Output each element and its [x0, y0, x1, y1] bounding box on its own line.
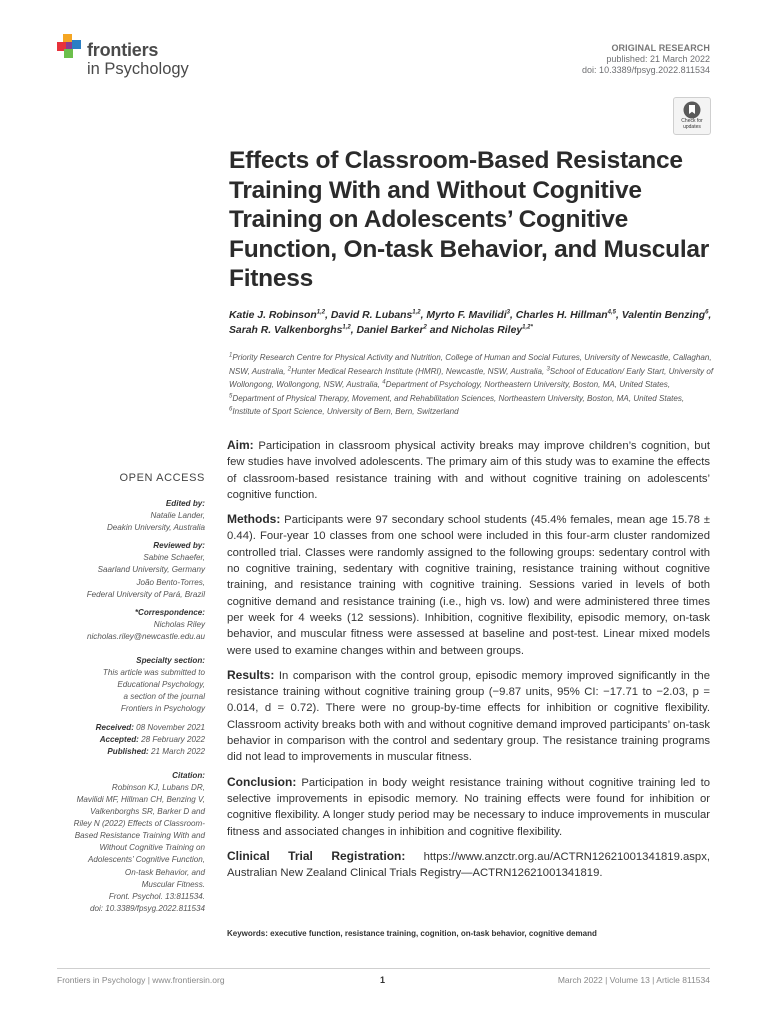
- abstract-section: [227, 774, 710, 840]
- affiliation-marker: 2: [287, 365, 292, 372]
- specialty-section-list-line: a section of the journal: [123, 692, 205, 702]
- footer-journal-link[interactable]: Frontiers in Psychology | www.frontiersin.org: [57, 975, 225, 985]
- edited-by-label: Edited by:: [165, 499, 205, 508]
- footer-divider: [57, 968, 710, 969]
- citation-list-line: Robinson KJ, Lubans DR,: [111, 782, 205, 792]
- specialty-section-label: Specialty section:: [136, 656, 205, 666]
- edited-by-list-line: Deakin University, Australia: [106, 523, 205, 533]
- check-for-updates-line2: updates: [683, 123, 701, 130]
- author-affiliation-marker: 1,2: [412, 309, 421, 316]
- affiliation-marker: 1: [229, 352, 233, 359]
- author-separator: ,: [708, 310, 712, 321]
- abstract-section-text: Participation in classroom physical activity breaks may improve children’s cognition, but few studies have involved adolescents. The primary aim of this study was to examine the effects of classroom-based resistance training with and without cognitive training on adolescents’ cognitive function.: [227, 440, 710, 501]
- author-affiliation-marker: 1,2: [342, 324, 351, 331]
- author-separator: ,: [510, 310, 516, 321]
- citation-list-line: Muscular Fitness.: [141, 879, 205, 889]
- affiliation-marker: 4: [382, 379, 386, 386]
- citation-list-line: Adolescents’ Cognitive Function,: [88, 855, 205, 865]
- published-value: 21 March 2022: [151, 746, 205, 756]
- correspondence-list[interactable]: [50, 619, 205, 643]
- author-separator: ,: [325, 310, 331, 321]
- citation-list-line: On-task Behavior, and: [124, 867, 205, 877]
- abstract-section-label: Clinical Trial Registration:: [227, 848, 406, 863]
- correspondence-list-line[interactable]: nicholas.riley@newcastle.edu.au: [87, 631, 205, 641]
- open-access-label: OPEN ACCESS: [119, 472, 205, 484]
- author-affiliation-marker: 6: [705, 309, 709, 316]
- bookmark-check-icon: [683, 101, 701, 119]
- correspondence-label: *Correspondence:: [134, 607, 205, 617]
- check-for-updates-button[interactable]: [673, 97, 711, 135]
- author-name[interactable]: Nicholas Riley: [451, 324, 523, 336]
- affiliation-text: Department of Psychology, Northeastern University, Boston, MA, United States,: [385, 380, 671, 389]
- citation-label: Citation:: [172, 770, 205, 780]
- logo-word-journal: in Psychology: [87, 60, 189, 78]
- specialty-section-list-line: Educational Psychology,: [117, 680, 205, 690]
- keywords-text: executive function, resistance training, cognition, on-task behavior, cognitive demand: [270, 929, 597, 938]
- author-name[interactable]: Valentin Benzing: [621, 310, 706, 321]
- affiliation-text: Institute of Sport Science, University of Bern, Bern, Switzerland: [232, 407, 459, 416]
- affiliation-text: Priority Research Centre for Physical Activity and Nutrition, College of Human and Social Futures, University of Newcastle, Callaghan, NSW, Australia,: [229, 353, 712, 376]
- author-list: [229, 309, 719, 338]
- article-info: [582, 43, 710, 76]
- check-for-updates-line1: Check for: [681, 118, 703, 124]
- citation-list-line: Mavilidi MF, Hillman CH, Benzing V,: [76, 794, 205, 804]
- reviewed-by-list-line: Sabine Schaefer,: [143, 553, 205, 563]
- edited-by-list-line: Natalie Lander,: [150, 511, 205, 521]
- affiliation-text: Hunter Medical Research Institute (HMRI), Newcastle, NSW, Australia,: [291, 366, 547, 376]
- citation-list-line: Riley N (2022) Effects of Classroom-: [73, 819, 205, 829]
- affiliation-text: School of Education/ Early Start, University of Wollongong, Wollongong, NSW, Australia,: [229, 366, 714, 389]
- citation-list-line: Front. Psychol. 13:811534.: [108, 891, 205, 901]
- author-name[interactable]: Katie J. Robinson: [229, 310, 317, 321]
- journal-logo[interactable]: [57, 32, 217, 80]
- citation-list-line: Based Resistance Training With and: [74, 831, 205, 841]
- affiliation-marker: 3: [546, 365, 550, 372]
- abstract-section-label: Conclusion:: [227, 774, 297, 789]
- abstract-section-label: Methods:: [227, 512, 281, 527]
- author-name[interactable]: Daniel Barker: [356, 324, 424, 336]
- doi[interactable]: doi: 10.3389/fpsyg.2022.811534: [582, 65, 710, 75]
- page-number: 1: [380, 975, 386, 985]
- author-affiliation-marker: 3: [506, 309, 511, 316]
- author-separator: ,: [615, 310, 622, 321]
- author-affiliation-marker: 4,5: [607, 309, 616, 316]
- citation-list: [50, 782, 205, 915]
- abstract: [227, 437, 710, 889]
- specialty-section-list-line: Frontiers in Psychology: [120, 704, 205, 714]
- accepted-label: Accepted:: [99, 734, 139, 744]
- published-date: published: 21 March 2022: [606, 54, 710, 64]
- received-value: 08 November 2021: [136, 722, 205, 732]
- received-label: Received:: [95, 722, 134, 732]
- author-affiliation-marker: 1,2*: [522, 324, 533, 331]
- article-metadata: [50, 498, 205, 915]
- keywords-label: Keywords:: [227, 929, 268, 938]
- accepted-date: [50, 734, 205, 746]
- author-name[interactable]: David R. Lubans: [330, 310, 413, 321]
- abstract-section-text: In comparison with the control group, episodic memory improved significantly in the resistance training without cognitive training group (−9.87 units, 95% CI: −17.71 to −2.03, p = 0.014, d = 0.72). There were no group-by-time effects for inhibition or cognitive flexibility. Classroom activity breaks both with and without cognitive demand improved participants’ on-task behavior in comparison with the control and sedentary group. The resistance training programs did not lead to improvements in muscular fitness.: [227, 669, 710, 764]
- author-separator: ,: [350, 324, 357, 336]
- abstract-section-text: Participants were 97 secondary school students (45.4% females, mean age 15.78 ± 0.44). Four-year 10 classes from one school were included in this four-arm cluster randomized controlled trial. Classes were randomly assigned to the following groups: sedentary control with no cognitive training, sedentary with cognitive training, resistance training without cognitive training, and resistance training with cognitive training. Sessions varied in levels of both cognitive demand and resistance training (i.e., high vs. low) and were administered three times per week for 4 weeks (12 sessions). Inhibition, cognitive flexibility, episodic memory, on-task behavior, and muscular fitness were assessed at baseline and post-test. Linear mixed models were used to examine changes within and between groups.: [227, 514, 710, 657]
- specialty-section-list-line: This article was submitted to: [102, 668, 205, 678]
- abstract-section-label: Aim:: [227, 438, 254, 452]
- affiliation-text: Department of Physical Therapy, Movement, and Rehabilitation Sciences, Northeastern University, Boston, MA, United States,: [232, 393, 685, 403]
- reviewed-by-list: [50, 552, 205, 600]
- correspondence-list-line: Nicholas Riley: [153, 619, 205, 629]
- affiliation-marker: 5: [229, 392, 233, 399]
- citation-list-line: Without Cognitive Training on: [99, 843, 205, 853]
- abstract-section: [227, 848, 710, 882]
- author-affiliation-marker: 1,2: [316, 309, 326, 316]
- citation-list-line: doi: 10.3389/fpsyg.2022.811534: [89, 903, 205, 913]
- reviewed-by-list-line: Saarland University, Germany: [97, 565, 205, 575]
- citation-list-line: Valkenborghs SR, Barker D and: [90, 807, 205, 817]
- abstract-section-label: Results:: [227, 667, 275, 682]
- article-type: ORIGINAL RESEARCH: [611, 43, 710, 53]
- abstract-section-text[interactable]: https://www.anzctr.org.au/ACTRN12621001341819.aspx, Australian New Zealand Clinical Trials Registry—ACTRN12621001341819.: [227, 850, 710, 880]
- author-name[interactable]: Myrto F. Mavilidi: [426, 310, 507, 321]
- reviewed-by-list-line: João Bento-Torres,: [136, 577, 205, 587]
- abstract-section-text: Participation in body weight resistance training without cognitive training led to selective improvements in episodic memory. No training effects were found for inhibition or cognitive flexibility. A longer study period may be necessary to induce improvements in muscular fitness and associated changes in inhibition and cognitive flexibility.: [227, 776, 710, 838]
- affiliations: [229, 351, 715, 419]
- footer-issue-info: March 2022 | Volume 13 | Article 811534: [557, 975, 710, 985]
- author-affiliation-marker: 2: [423, 324, 427, 331]
- accepted-value: 28 February 2022: [141, 734, 205, 744]
- affiliation-marker: 6: [229, 406, 233, 413]
- reviewed-by-list-line: Federal University of Pará, Brazil: [86, 589, 205, 599]
- abstract-section: [227, 511, 710, 659]
- published-date-meta: [50, 746, 205, 758]
- article-title: Effects of Classroom-Based Resistance Training With and Without Cognitive Training on Adolescents’ Cognitive Function, On-task Behavior, and Muscular Fitness: [229, 147, 710, 292]
- author-separator: ,: [420, 310, 427, 321]
- reviewed-by-label: Reviewed by:: [153, 541, 205, 551]
- keywords: [227, 929, 710, 938]
- author-name[interactable]: Charles H. Hillman: [515, 310, 608, 321]
- edited-by-list: [50, 510, 205, 534]
- frontiers-logo-icon: [57, 34, 83, 60]
- specialty-section-list: [50, 667, 205, 715]
- published-label: Published:: [107, 746, 149, 756]
- abstract-section: [227, 667, 710, 766]
- abstract-section: [227, 437, 710, 503]
- author-separator: and: [426, 324, 452, 336]
- logo-word-frontiers: frontiers: [87, 40, 159, 60]
- author-name[interactable]: Sarah R. Valkenborghs: [229, 324, 343, 336]
- received-date: [50, 722, 205, 734]
